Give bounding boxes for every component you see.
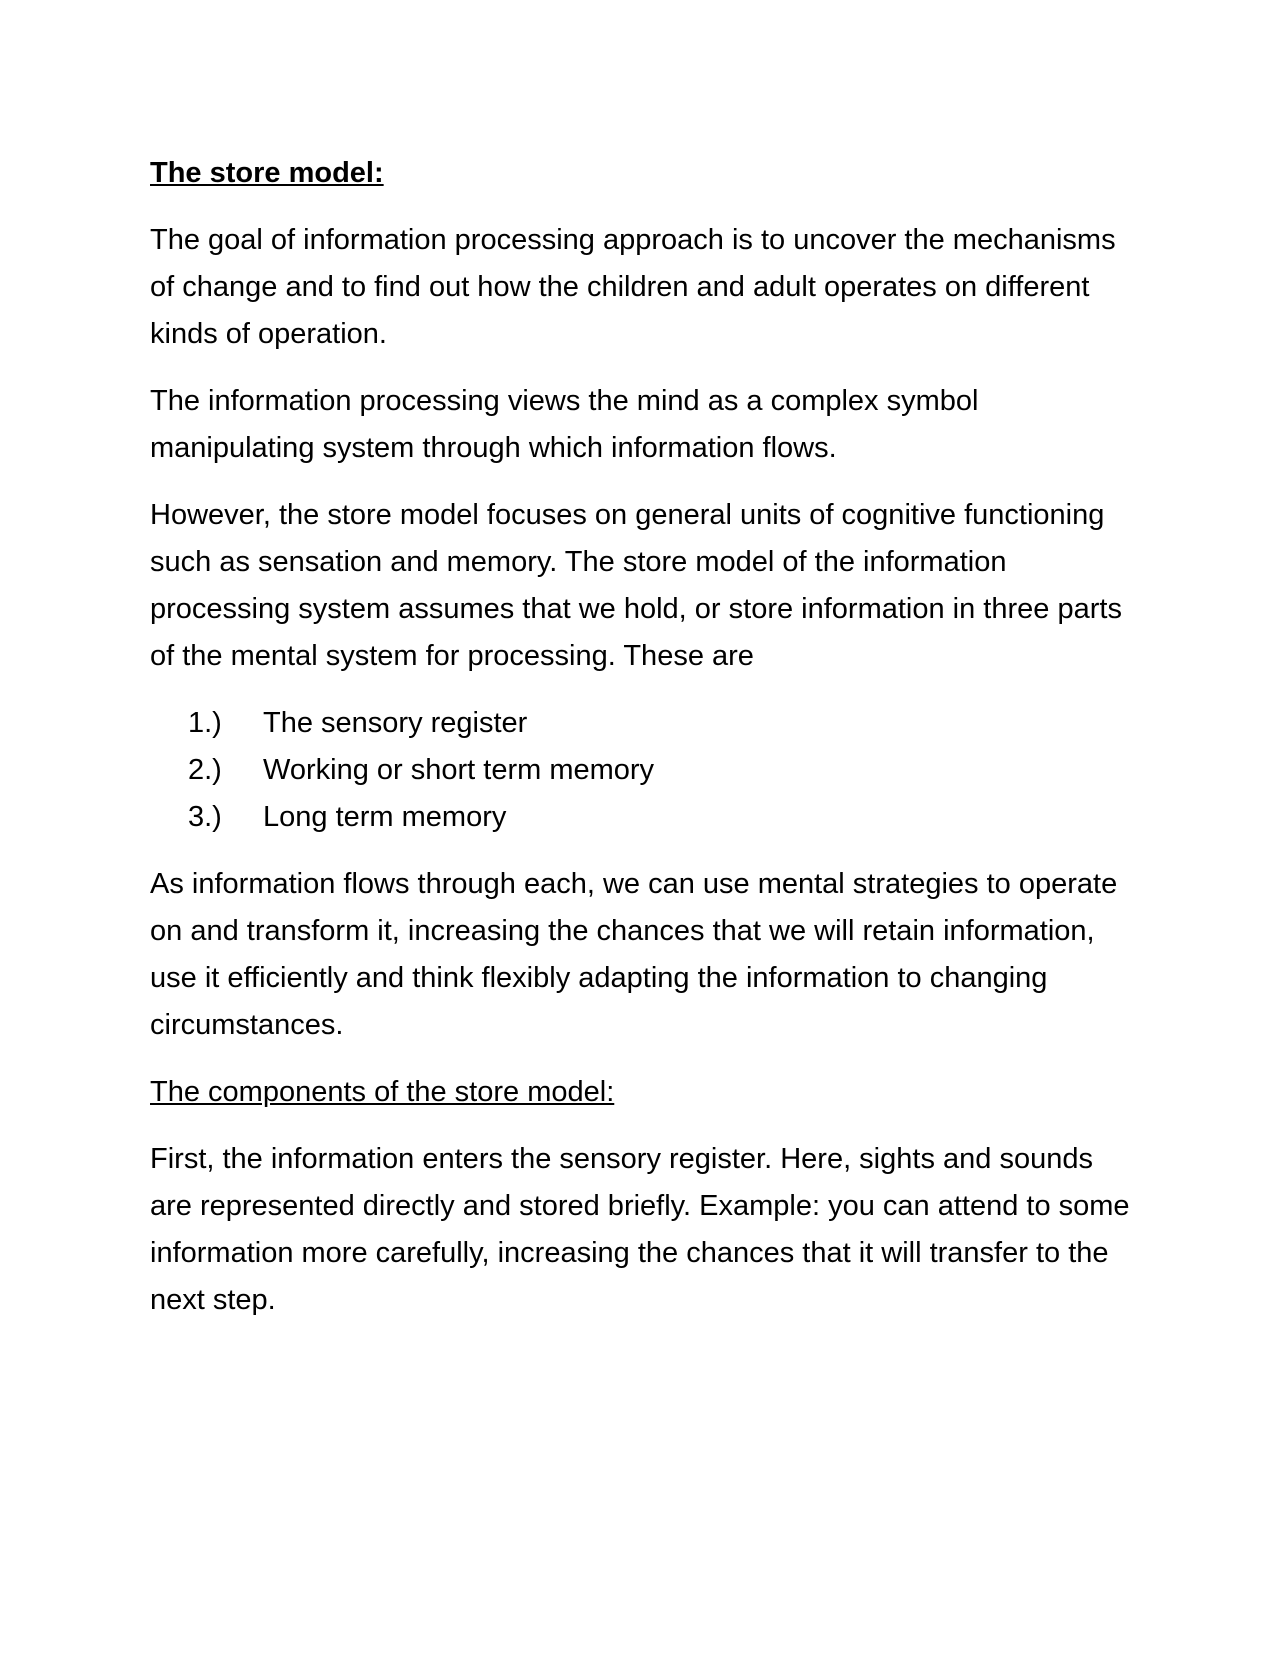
list-marker: 1.) [188,707,222,739]
list-item [150,794,1140,841]
list-item [150,700,1140,747]
list-item-text: Long term memory [263,801,507,833]
list-item-text: Working or short term memory [263,754,655,786]
list-item-text: The sensory register [263,707,528,739]
list-marker: 2.) [188,754,222,786]
memory-parts-list [150,700,1140,841]
paragraph-goal: The goal of information processing approach is to uncover the mechanisms of change and to find out how the children and adult operates on different kinds of operation. [150,224,1116,350]
paragraph-sensory-register: First, the information enters the sensory register. Here, sights and sounds are represented directly and stored briefly. Example: you can attend to some information more carefully, increasing the chances that it will transfer to the next step. [150,1143,1130,1316]
section-subheading: The components of the store model: [150,1076,615,1108]
list-marker: 3.) [188,801,222,833]
list-item [150,747,1140,794]
document-body [150,150,1140,1344]
paragraph-information-flow: As information flows through each, we can use mental strategies to operate on and transform it, increasing the chances that we will retain information, use it efficiently and think flexibly adapting the information to changing circumstances. [150,868,1118,1041]
document-title: The store model: [150,157,384,189]
paragraph-store-model: However, the store model focuses on general units of cognitive functioning such as sensation and memory. The store model of the information processing system assumes that we hold, or store information in three parts of the mental system for processing. These are [150,499,1122,672]
paragraph-mind-view: The information processing views the mind as a complex symbol manipulating system through which information flows. [150,385,979,464]
